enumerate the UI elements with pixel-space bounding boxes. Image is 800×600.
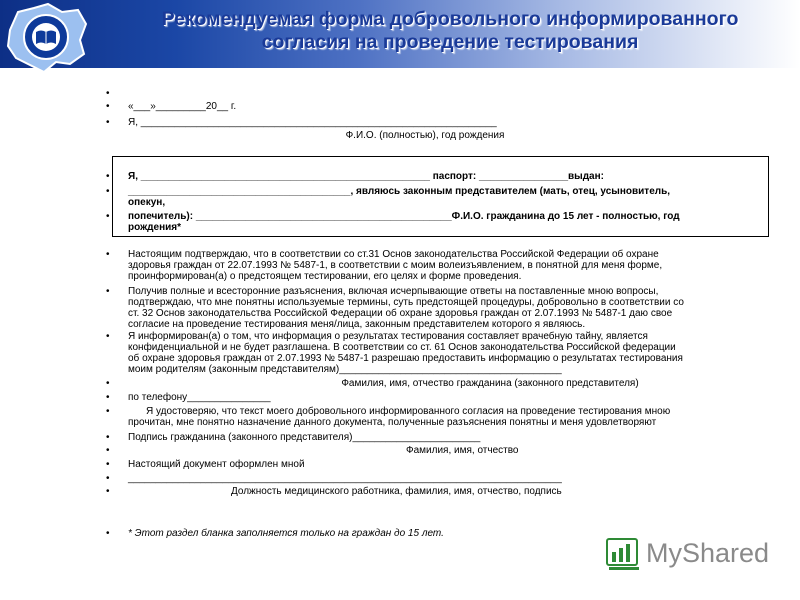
signature-line: Подпись гражданина (законного представителя)_______________________ bbox=[128, 432, 481, 443]
paragraph-2-line-4: согласие на проведение тестирования меня/лица, законным представителем которого я являюсь. bbox=[128, 319, 586, 330]
paragraph-3-line-2: конфиденциальной и не будет разглашена. В соответствии со ст. 61 Основ законодательства Российской федерации bbox=[128, 342, 676, 353]
guardian-line-cont: рождения* bbox=[128, 222, 181, 233]
representative-status-cont: опекун, bbox=[128, 197, 166, 208]
bullet: • bbox=[106, 392, 110, 403]
paragraph-1-line-1: Настоящим подтверждаю, что в соответствии со ст.31 Основ законодательства Российской Федерации об охране bbox=[128, 249, 659, 260]
bullet: • bbox=[106, 486, 110, 497]
staff-blank-line: ______________________________________________________________________________ bbox=[128, 473, 562, 484]
paragraph-2-line-3: ст. 32 Основ законодательства Российской Федерации об охране здоровья граждан от 2.07.1993 № 5487-1 даю свое bbox=[128, 308, 673, 319]
bullet: • bbox=[106, 286, 110, 297]
bullet: • bbox=[106, 459, 110, 470]
paragraph-1-line-2: здоровья граждан от 22.07.1993 № 5487-1, в соответствии с моим волеизъявлением, в понятной для меня форме, bbox=[128, 260, 663, 271]
staff-caption: Должность медицинского работника, фамилия, имя, отчество, подпись bbox=[231, 486, 562, 497]
myshared-logo-icon bbox=[606, 538, 644, 572]
paragraph-3-line-1: Я информирован(а) о том, что информация о результатах тестирования составляет врачебную тайну, является bbox=[128, 331, 648, 342]
paragraph-4-line-1: Я удостоверяю, что текст моего добровольного информированного согласия на проведение тестирования мною bbox=[146, 406, 671, 417]
bullet: • bbox=[106, 378, 110, 389]
representative-status-line: ________________________________________, являюсь законным представителем (мать, отец, усыновитель, bbox=[128, 186, 671, 197]
bullet: • bbox=[106, 186, 110, 197]
paragraph-3-line-3: об охране здоровья граждан от 2.07.1993 № 5487-1 разрешаю предоставить информацию о результатах тестирования bbox=[128, 353, 683, 364]
bullet: • bbox=[106, 249, 110, 260]
name-line: Я, ________________________________________________________________ bbox=[128, 117, 497, 128]
name-caption: Ф.И.О. (полностью), год рождения bbox=[345, 130, 505, 141]
bullet: • bbox=[106, 117, 110, 128]
bullet: • bbox=[106, 331, 110, 342]
bullet: • bbox=[106, 211, 110, 222]
title-line-2: согласия на проведение тестирования bbox=[261, 31, 639, 53]
paragraph-4-line-2: прочитан, мне понятно назначение данного документа, полученные разъяснения понятны и меня удовлетворяют bbox=[128, 417, 657, 428]
myshared-logo-text[interactable]: MyShared bbox=[646, 538, 770, 568]
bullet: • bbox=[106, 445, 110, 456]
document-line: Настоящий документ оформлен мной bbox=[128, 459, 305, 470]
bullet: • bbox=[106, 406, 110, 417]
phone-line: по телефону_______________ bbox=[128, 392, 271, 403]
bullet: • bbox=[106, 473, 110, 484]
bullet: • bbox=[106, 528, 110, 539]
guardian-line: попечитель): ______________________________________________Ф.И.О. гражданина до 15 лет - полностью, год bbox=[128, 211, 680, 222]
paragraph-2-line-1: Получив полные и всесторонние разъяснения, включая исчерпывающие ответы на поставленные мною вопросы, bbox=[128, 286, 659, 297]
paragraph-2-line-2: подтверждаю, что мне понятны используемые термины, суть предстоящей процедуры, добровольно в соответствии со bbox=[128, 297, 684, 308]
date-line: «___»_________20__ г. bbox=[128, 101, 237, 112]
signature-caption: Фамилия, имя, отчество bbox=[406, 445, 519, 456]
fio-caption: Фамилия, имя, отчество гражданина (законного представителя) bbox=[341, 378, 639, 389]
title-line-1: Рекомендуемая форма добровольного информированного bbox=[161, 8, 739, 30]
footnote: * Этот раздел бланка заполняется только на граждан до 15 лет. bbox=[128, 528, 444, 539]
bullet: • bbox=[106, 88, 110, 99]
representative-line: Я, ____________________________________________________ паспорт: ________________выдан: bbox=[128, 171, 604, 182]
paragraph-3-line-4: моим родителям (законным представителям)________________________________________ bbox=[128, 364, 562, 375]
bullet: • bbox=[106, 432, 110, 443]
bullet: • bbox=[106, 101, 110, 112]
bullet: • bbox=[106, 171, 110, 182]
paragraph-1-line-3: проинформирован(а) о предстоящем тестировании, его целях и форме проведения. bbox=[128, 271, 522, 282]
